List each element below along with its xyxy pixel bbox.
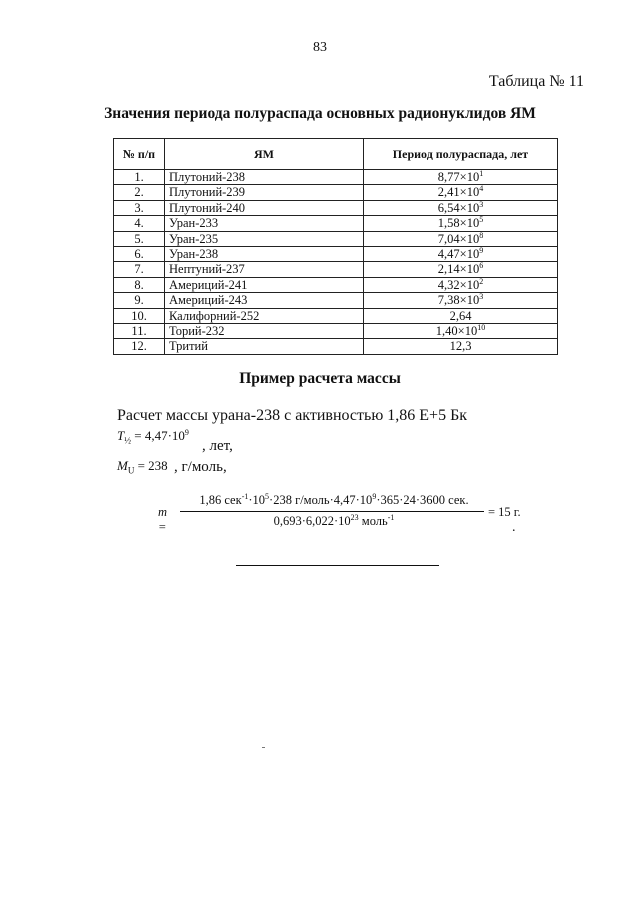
table-row <box>114 262 558 277</box>
denominator-exp-1: 23 <box>350 513 359 522</box>
equation-denominator <box>184 514 484 529</box>
header-half-life: Период полураспада, лет <box>364 139 558 170</box>
row-number: 8. <box>114 277 165 292</box>
table-row <box>114 247 558 262</box>
half-life-exponent: 10 <box>477 323 486 333</box>
half-life-exponent: 3 <box>479 292 484 302</box>
row-material: Уран-233 <box>165 216 364 231</box>
calculation-description: Расчет массы урана-238 с активностью 1,86 Е+5 Бк <box>117 407 468 424</box>
equation-result: = 15 г. <box>488 505 521 519</box>
numerator-exp-2: 5 <box>265 492 270 501</box>
row-material: Уран-238 <box>165 247 364 262</box>
table-row <box>114 185 558 200</box>
row-half-life <box>364 170 558 185</box>
half-life-exponent: 8 <box>479 230 484 240</box>
half-life-formula <box>117 428 189 446</box>
row-number: 2. <box>114 185 165 200</box>
row-number: 3. <box>114 200 165 215</box>
half-life-table <box>113 138 558 355</box>
numerator-part-4: ·365·24·3600 сек. <box>376 493 469 507</box>
half-life-mantissa: 1,58×10 <box>437 216 480 231</box>
numerator-part-2: ·10 <box>248 493 266 507</box>
numerator-part-1: 1,86 сек <box>199 493 242 507</box>
row-half-life <box>364 247 558 262</box>
half-life-mantissa: 6,54×10 <box>437 200 480 215</box>
half-life-exponent: 5 <box>479 215 484 225</box>
row-half-life <box>364 200 558 215</box>
denominator-part-2: моль <box>358 514 388 528</box>
header-number: № п/п <box>114 139 165 170</box>
table-row <box>114 293 558 308</box>
half-life-mantissa: 2,64 <box>449 308 472 323</box>
half-life-mantissa: 7,38×10 <box>437 293 480 308</box>
row-material: Америций-241 <box>165 277 364 292</box>
table-title: Значения периода полураспада основных радионуклидов ЯМ <box>104 105 536 122</box>
fraction-bar <box>180 511 484 512</box>
row-number: 6. <box>114 247 165 262</box>
equation-numerator <box>184 493 484 508</box>
denominator-exp-2: -1 <box>387 513 395 522</box>
row-number: 11. <box>114 324 165 339</box>
table-label: Таблица № 11 <box>488 73 584 90</box>
row-number: 7. <box>114 262 165 277</box>
row-half-life <box>364 185 558 200</box>
row-half-life <box>364 216 558 231</box>
row-number: 4. <box>114 216 165 231</box>
half-life-exponent: 3 <box>479 199 484 209</box>
table-row <box>114 216 558 231</box>
half-life-mantissa: 7,04×10 <box>437 231 480 246</box>
numerator-exp-1: -1 <box>241 492 249 501</box>
bottom-rule <box>236 565 439 566</box>
row-half-life <box>364 308 558 323</box>
half-life-exponent: 9 <box>479 246 484 256</box>
half-life-value: = 4,47·10 <box>134 428 185 443</box>
half-life-mantissa: 1,40×10 <box>435 324 478 339</box>
row-half-life <box>364 293 558 308</box>
table-row <box>114 170 558 185</box>
page-number: 83 <box>313 40 327 55</box>
row-material: Плутоний-239 <box>165 185 364 200</box>
row-material: Нептуний-237 <box>165 262 364 277</box>
table-row <box>114 339 558 354</box>
row-material: Плутоний-238 <box>165 170 364 185</box>
trailing-dot: . <box>512 520 516 535</box>
row-half-life <box>364 231 558 246</box>
row-number: 9. <box>114 293 165 308</box>
row-material: Тритий <box>165 339 364 354</box>
molar-mass-formula <box>117 458 168 476</box>
molar-mass-units: , г/моль, <box>174 459 227 475</box>
half-life-symbol: T <box>117 428 125 443</box>
half-life-exponent: 2 <box>479 276 484 286</box>
header-material: ЯМ <box>165 139 364 170</box>
scan-mark <box>262 747 265 748</box>
molar-mass-symbol: M <box>117 458 128 473</box>
half-life-mantissa: 4,47×10 <box>437 247 480 262</box>
half-life-exponent: 6 <box>479 261 484 271</box>
half-life-mantissa: 2,14×10 <box>437 262 480 277</box>
table-row <box>114 324 558 339</box>
row-material: Торий-232 <box>165 324 364 339</box>
half-life-mantissa: 8,77×10 <box>437 170 480 184</box>
numerator-part-3: ·238 г/моль·4,47·10 <box>269 493 373 507</box>
table-body <box>114 170 558 355</box>
half-life-units: , лет, <box>202 438 233 454</box>
denominator-part-1: 0,693·6,022·10 <box>273 514 351 528</box>
half-life-mantissa: 2,41×10 <box>437 185 480 200</box>
numerator-exp-3: 9 <box>372 492 377 501</box>
example-title: Пример расчета массы <box>239 370 401 387</box>
row-half-life <box>364 324 558 339</box>
row-half-life <box>364 262 558 277</box>
half-life-mantissa: 12,3 <box>449 339 472 354</box>
row-number: 12. <box>114 339 165 354</box>
half-life-exponent: 1 <box>479 169 484 178</box>
molar-mass-subscript: U <box>127 465 135 476</box>
half-life-subscript: ½ <box>124 435 131 446</box>
row-half-life <box>364 339 558 354</box>
half-life-mantissa: 4,32×10 <box>437 277 480 292</box>
row-material: Калифорний-252 <box>165 308 364 323</box>
molar-mass-value: = 238 <box>137 458 168 473</box>
table-row <box>114 231 558 246</box>
row-number: 10. <box>114 308 165 323</box>
table-row <box>114 277 558 292</box>
row-number: 1. <box>114 170 165 185</box>
half-life-exponent: 4 <box>479 184 484 194</box>
row-half-life <box>364 277 558 292</box>
row-number: 5. <box>114 231 165 246</box>
half-life-exponent: 9 <box>184 428 189 437</box>
table-header-row <box>114 139 558 170</box>
table-row <box>114 308 558 323</box>
row-material: Америций-243 <box>165 293 364 308</box>
equation-lhs: m = <box>158 505 168 534</box>
row-material: Уран-235 <box>165 231 364 246</box>
row-material: Плутоний-240 <box>165 200 364 215</box>
table-row <box>114 200 558 215</box>
